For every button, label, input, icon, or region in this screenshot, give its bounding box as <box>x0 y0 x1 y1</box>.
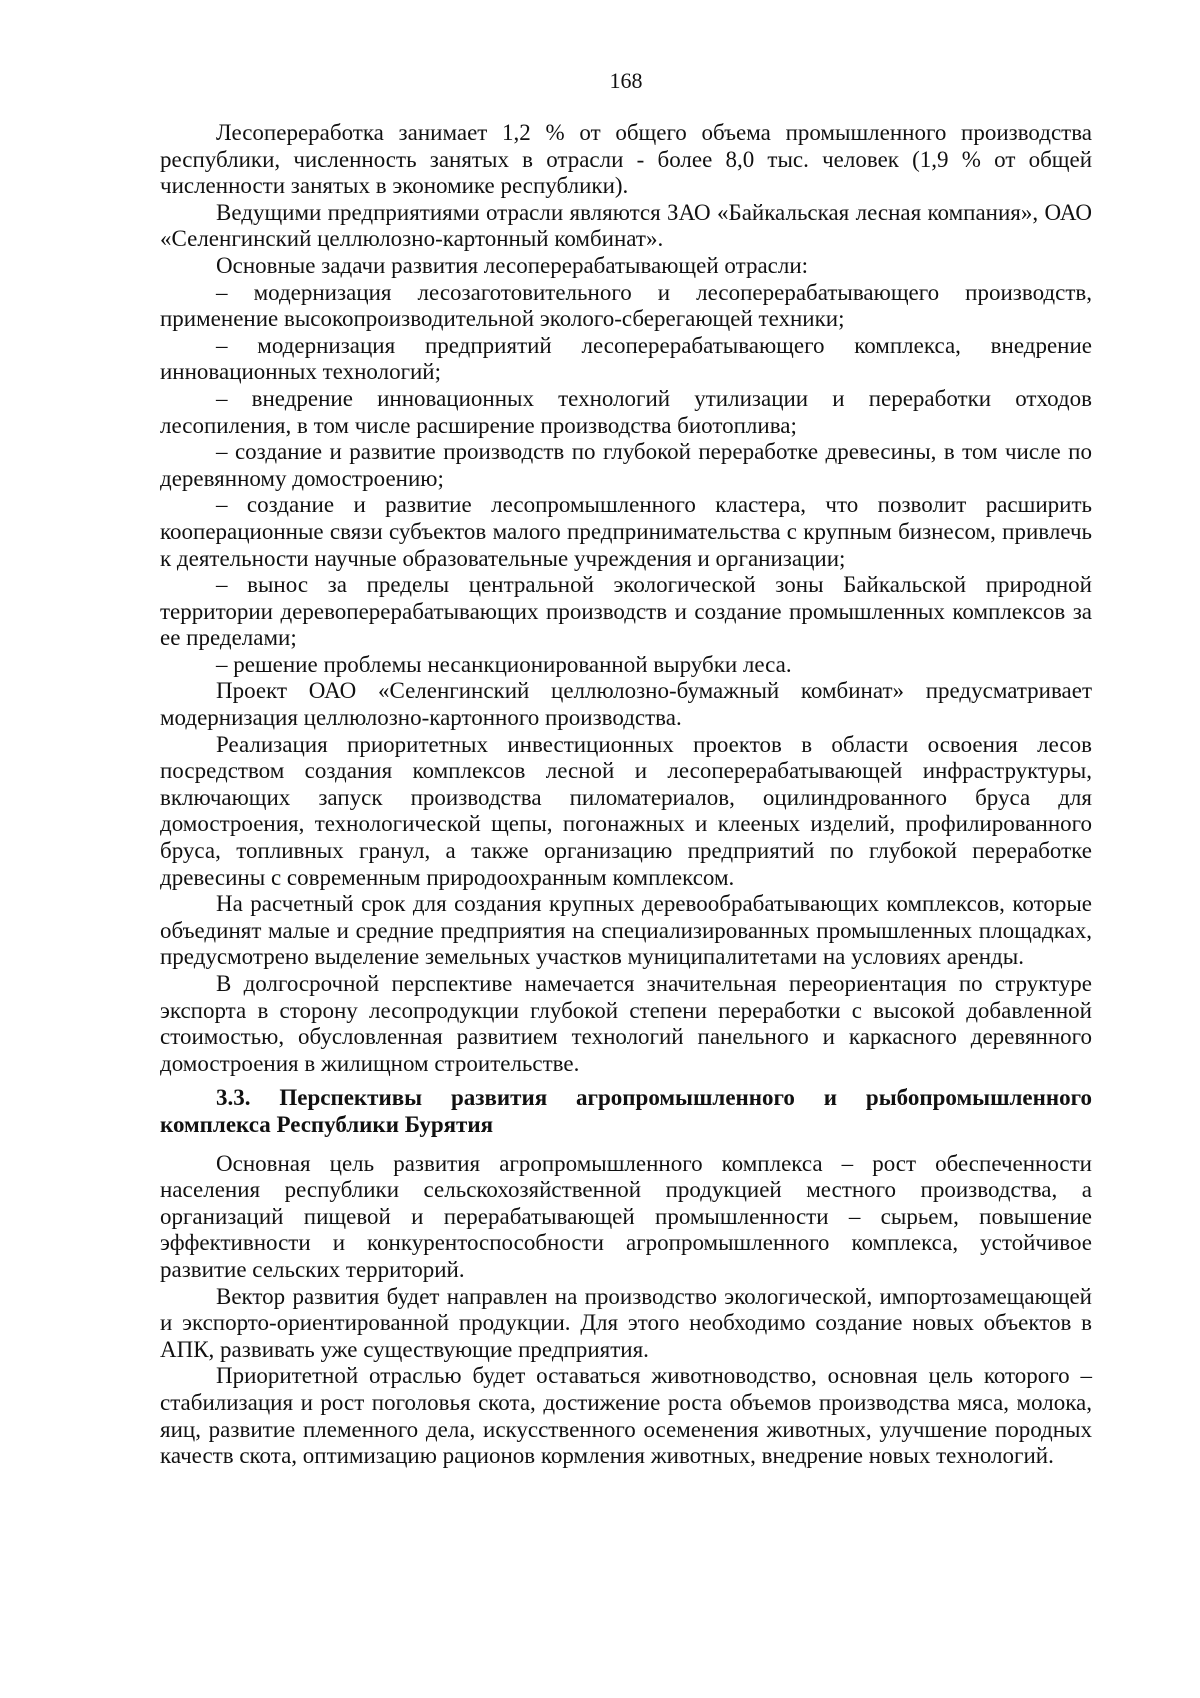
paragraph-land-allocation: На расчетный срок для создания крупных деревообрабатывающих комплексов, которые объединят малые и средние предприятия на специализированных промышленных площадках, предусмотрено выделение земельных участков муниципалитетами на условиях аренды. <box>160 891 1092 970</box>
list-item-relocation: – вынос за пределы центральной экологической зоны Байкальской природной территории деревоперерабатывающих производств и создание промышленных комплексов за ее пределами; <box>160 572 1092 651</box>
paragraph-forestry-share: Лесопереработка занимает 1,2 % от общего объема промышленного производства республики, численность занятых в отрасли - более 8,0 тыс. человек (1,9 % от общей численности занятых в экономике республики). <box>160 120 1092 199</box>
paragraph-agro-goal: Основная цель развития агропромышленного комплекса – рост обеспеченности населения республики сельскохозяйственной продукцией местного производства, а организаций пищевой и перерабатывающей промышленности – сырьем, повышение эффективности и конкурентоспособности агропромышленного комплекса, устойчивое развитие сельских территорий. <box>160 1150 1092 1282</box>
list-item-deep-processing: – создание и развитие производств по глубокой переработке древесины, в том числе по деревянному домостроению; <box>160 439 1092 491</box>
list-item-cluster: – создание и развитие лесопромышленного кластера, что позволит расширить кооперационные связи субъектов малого предпринимательства с крупным бизнесом, привлечь к деятельности научные образовательные учреждения и организации; <box>160 492 1092 571</box>
paragraph-development-vector: Вектор развития будет направлен на производство экологической, импортозамещающей и экспорто-ориентированной продукции. Для этого необходимо создание новых объектов в АПК, развивать уже существующие предприятия. <box>160 1283 1092 1362</box>
paragraph-livestock-priority: Приоритетной отраслью будет оставаться животноводство, основная цель которого – стабилизация и рост поголовья скота, достижение роста объемов производства мяса, молока, яиц, развитие племенного дела, искусственного осеменения животных, улучшение породных качеств скота, оптимизацию рационов кормления животных, внедрение новых технологий. <box>160 1363 1092 1469</box>
page-number: 168 <box>609 68 643 93</box>
paragraph-export-reorientation: В долгосрочной перспективе намечается значительная переориентация по структуре экспорта в сторону лесопродукции глубокой степени переработки с высокой добавленной стоимостью, обусловленная развитием технологий панельного и каркасного деревянного домостроения в жилищном строительстве. <box>160 971 1092 1076</box>
list-item-modernization-logging: – модернизация лесозаготовительного и лесоперерабатывающего производств, применение высокопроизводительной эколого-сберегающей техники; <box>160 279 1092 332</box>
paragraph-leading-enterprises: Ведущими предприятиями отрасли являются ЗАО «Байкальская лесная компания», ОАО «Селенгинский целлюлозно-картонный комбинат». <box>160 199 1092 252</box>
list-item-modernization-enterprises: – модернизация предприятий лесоперерабатывающего комплекса, внедрение инновационных технологий; <box>160 332 1092 385</box>
list-item-illegal-logging: – решение проблемы несанкционированной вырубки леса. <box>216 651 792 677</box>
paragraph-main-tasks: Основные задачи развития лесоперерабатывающей отрасли: <box>216 252 809 278</box>
paragraph-investment-projects: Реализация приоритетных инвестиционных проектов в области освоения лесов посредством создания комплексов лесной и лесоперерабатывающей инфраструктуры, включающих запуск производства пиломатериалов, оцилиндрованного бруса для домостроения, технологической щепы, погонажных и клееных изделий, профилированного бруса, топливных гранул, а также организацию предприятий по глубокой переработке древесины с современным природоохранным комплексом. <box>160 731 1092 890</box>
list-item-waste-utilization: – внедрение инновационных технологий утилизации и переработки отходов лесопиления, в том числе расширение производства биотоплива; <box>160 385 1092 438</box>
section-heading: 3.3. Перспективы развития агропромышленного и рыбопромышленного комплекса Республики Бурятия <box>160 1085 1092 1137</box>
paragraph-selenga-project: Проект ОАО «Селенгинский целлюлозно-бумажный комбинат» предусматривает модернизация целлюлозно-картонного производства. <box>160 678 1092 731</box>
